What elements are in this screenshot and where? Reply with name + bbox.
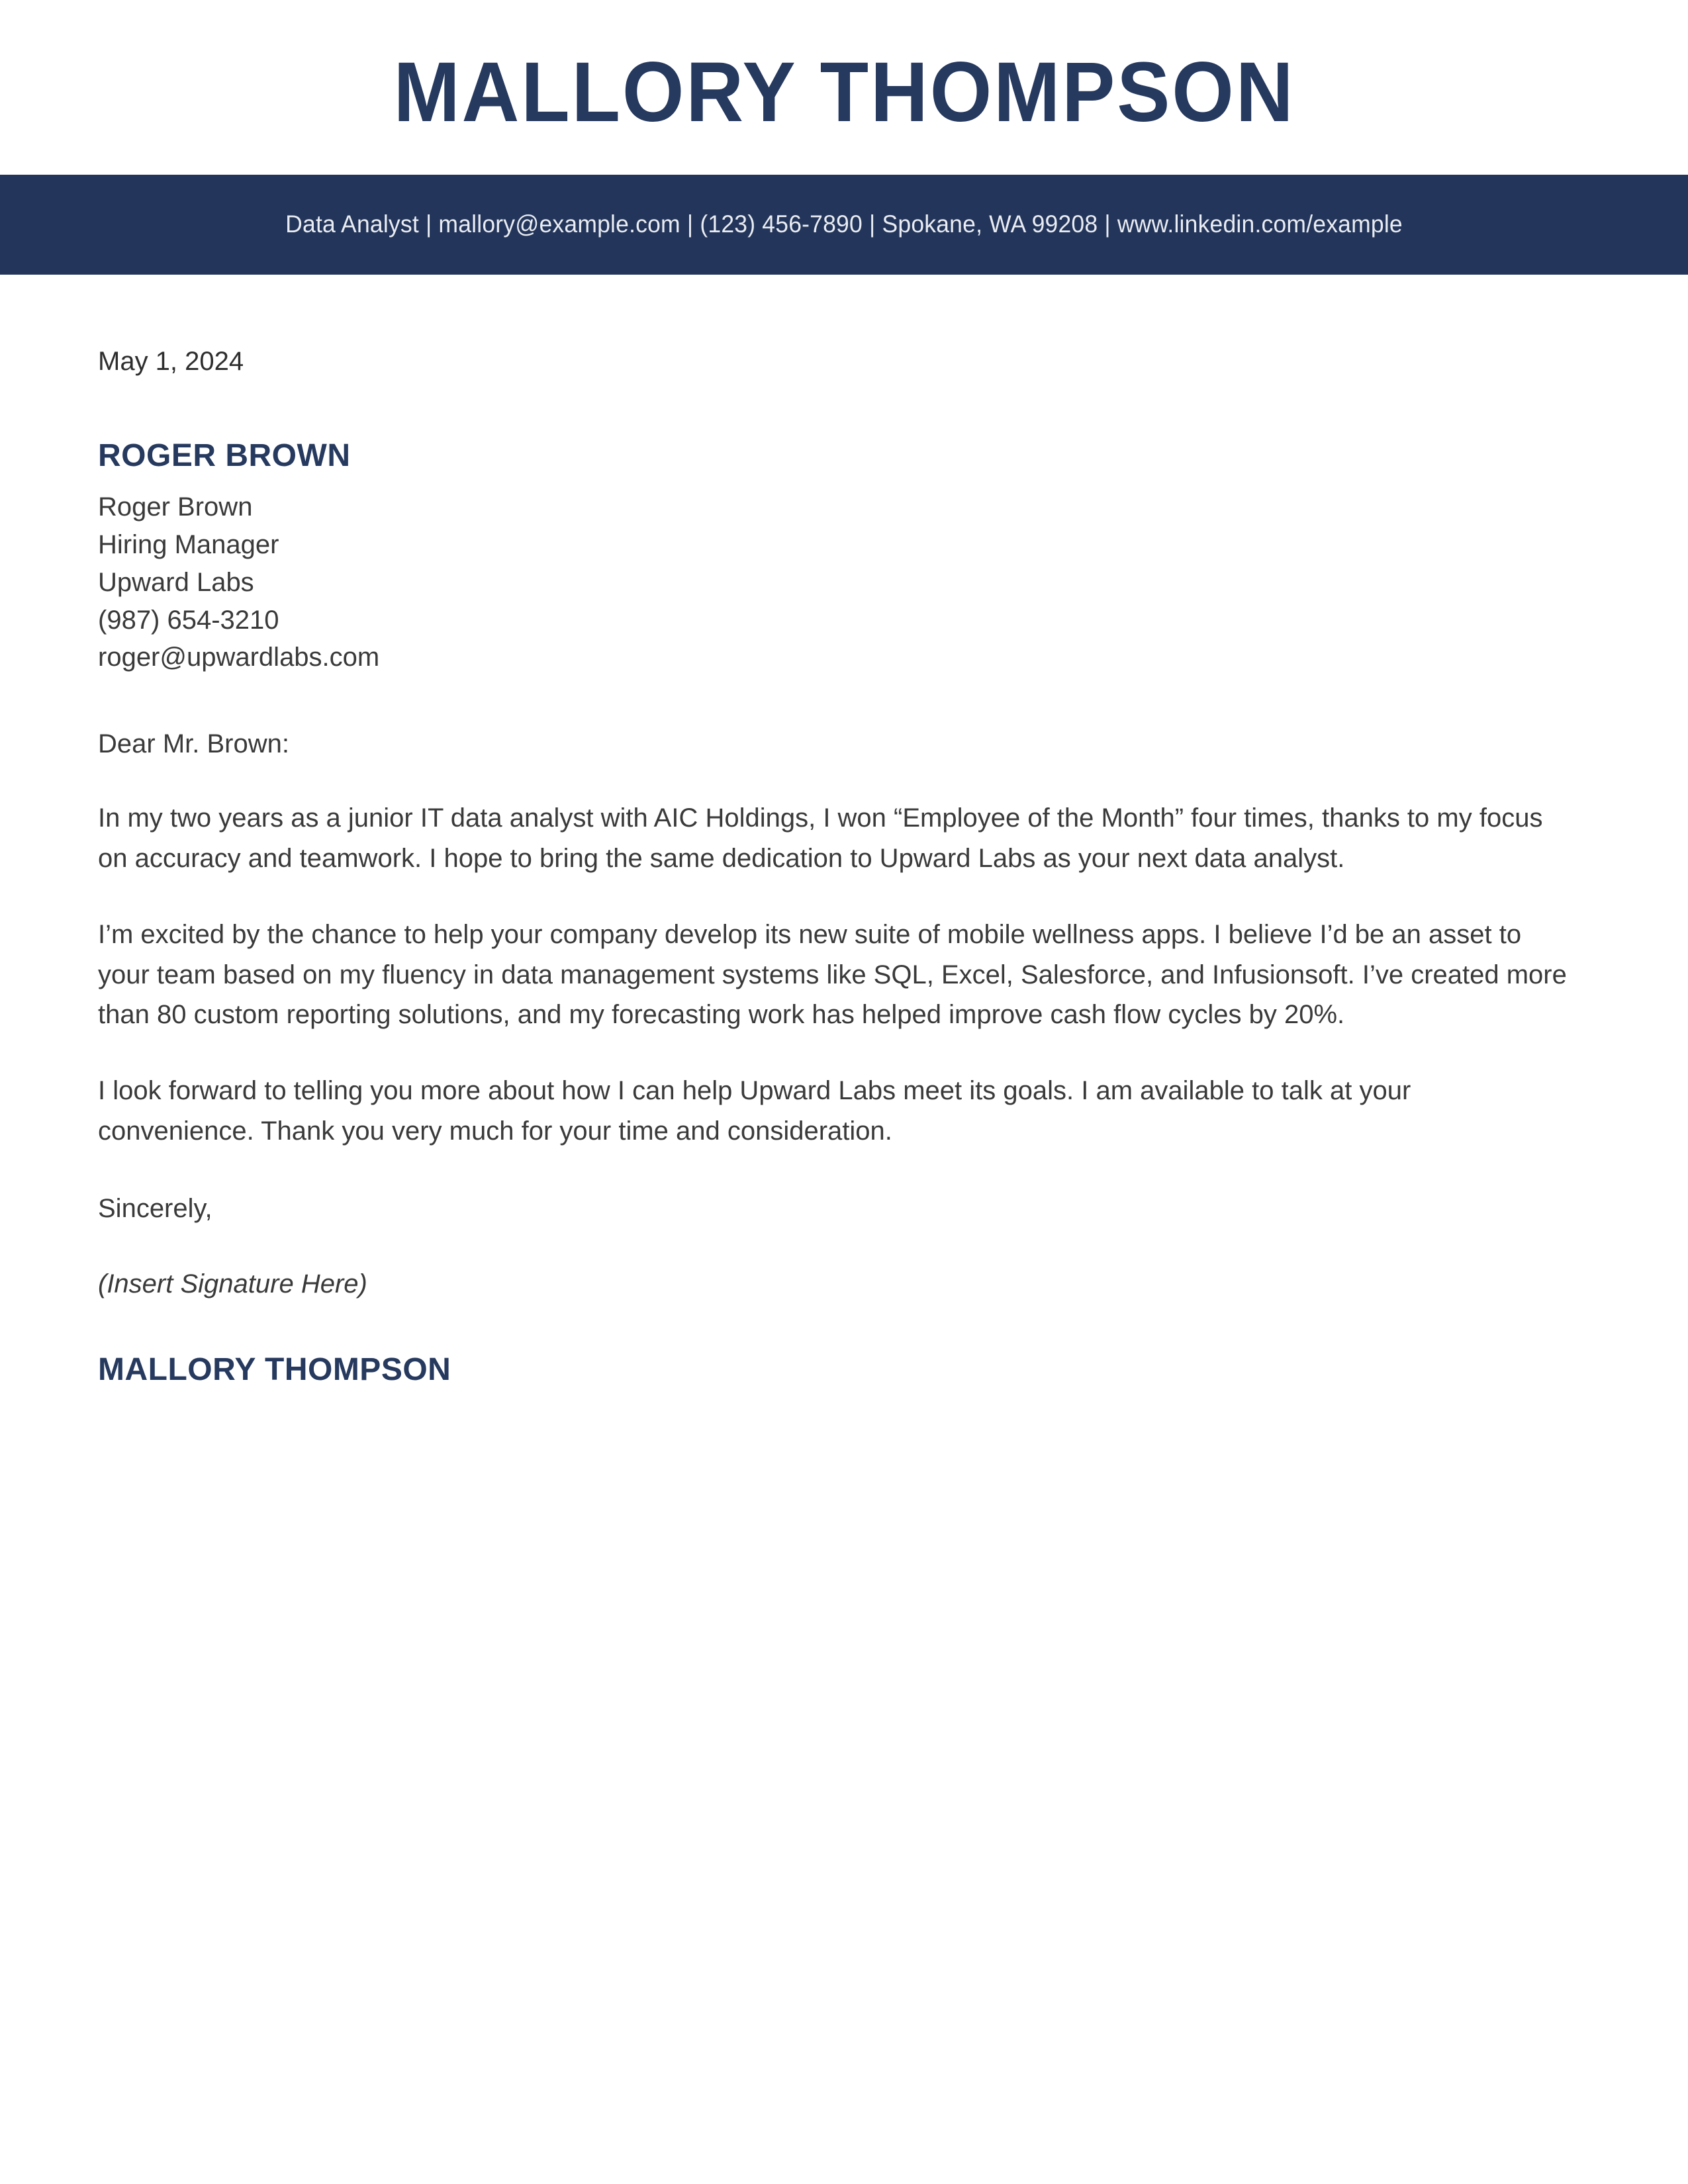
signature-placeholder: (Insert Signature Here) xyxy=(98,1269,367,1298)
recipient-line: Hiring Manager xyxy=(98,529,279,559)
recipient-line: (987) 654-3210 xyxy=(98,605,279,635)
applicant-name-header: MALLORY THOMPSON xyxy=(393,45,1295,140)
recipient-line: Upward Labs xyxy=(98,567,254,597)
signature-name: MALLORY THOMPSON xyxy=(98,1351,451,1387)
letterhead xyxy=(0,0,1688,175)
letter-body xyxy=(0,345,1688,1388)
recipient-address-block xyxy=(98,488,1569,676)
salutation: Dear Mr. Brown: xyxy=(98,729,289,759)
letter-date: May 1, 2024 xyxy=(98,347,244,376)
body-paragraph: I’m excited by the chance to help your company develop its new suite of mobile wellness apps. I believe I’d be an asset to your team based on my fluency in data management systems like SQL, Excel, Salesforce, and Infusionsoft. I’ve created more than 80 custom reporting solutions, and my forecasting work has helped improve cash flow cycles by 20%. xyxy=(98,919,1567,1030)
recipient-line: roger@upwardlabs.com xyxy=(98,643,380,672)
body-paragraph: In my two years as a junior IT data analyst with AIC Holdings, I won “Employee of the Month” four times, thanks to my focus on accuracy and teamwork. I hope to bring the same dedication to Upward Labs as your next data analyst. xyxy=(98,803,1543,873)
recipient-name-heading: ROGER BROWN xyxy=(98,438,351,473)
body-paragraph: I look forward to telling you more about how I can help Upward Labs meet its goals. I am available to talk at your convenience. Thank you very much for your time and consideration. xyxy=(98,1076,1411,1146)
closing-salutation: Sincerely, xyxy=(98,1193,212,1223)
recipient-line: Roger Brown xyxy=(98,492,253,522)
contact-info-line: Data Analyst | mallory@example.com | (123) 456-7890 | Spokane, WA 99208 | www.linkedin.com/example xyxy=(285,210,1403,238)
contact-info-band xyxy=(0,175,1688,275)
